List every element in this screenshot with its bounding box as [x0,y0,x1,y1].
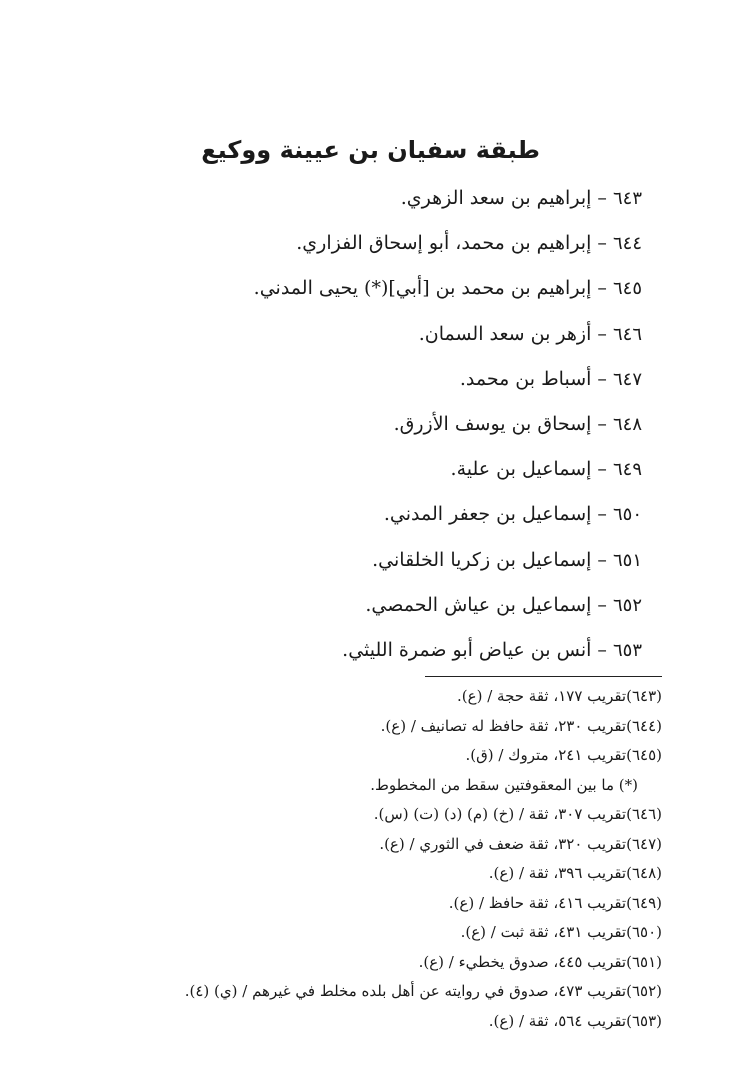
list-item [102,312,642,357]
entry-number: ٦٤٩ [612,459,642,481]
list-item [102,357,642,402]
entry-number: ٦٤٨ [612,413,642,435]
entry-number: ٦٥٠ [612,504,642,526]
entry-number: ٦٤٣ [612,188,642,209]
page-title: طبقة سفيان بن عيينة ووكيع [201,136,540,164]
entry-separator: – [591,322,613,345]
entry-name: إبراهيم بن سعد الزهري. [400,187,592,209]
entry-number: ٦٤٦ [612,323,642,345]
entry-number: ٦٥١ [612,549,642,571]
footnote: (٦٤٧)تقريب ٣٢٠، ثقة ضعف في الثوري / (ع). [379,834,662,853]
list-item [102,221,642,266]
entry-name: أسباط بن محمد. [459,367,592,390]
list-item [102,492,642,537]
footnote: (٦٤٣)تقريب ١٧٧، ثقة حجة / (ع). [457,687,662,705]
entry-number: ٦٥٢ [612,594,642,616]
entry-name: إبراهيم بن محمد بن [أبي](*) يحيى المدني. [253,277,592,300]
list-item [102,628,642,673]
footnote: (٦٥١)تقريب ٤٤٥، صدوق يخطيء / (ع). [418,952,662,971]
footnote: (٦٤٦)تقريب ٣٠٧، ثقة / (خ) (م) (د) (ت) (س). [373,805,662,823]
entry-number: ٦٤٥ [612,278,642,300]
footnote: (٦٥٢)تقريب ٤٧٣، صدوق في روايته عن أهل بلده مخلط في غيرهم / (ي) (٤). [184,982,662,1000]
entry-separator: – [591,232,613,255]
footnote-list [62,682,662,1036]
footnote: (*) ما بين المعقوفتين سقط من المخطوط. [370,775,638,794]
list-item [102,583,642,628]
footnote: (٦٤٤)تقريب ٢٣٠، ثقة حافظ له تصانيف / (ع). [380,716,662,735]
footnote: (٦٥٣)تقريب ٥٦٤، ثقة / (ع). [488,1011,662,1030]
narrator-list [102,176,642,673]
list-item [102,402,642,447]
entry-name: أزهر بن سعد السمان. [418,322,592,345]
entry-separator: – [591,503,613,526]
entry-name: إبراهيم بن محمد، أبو إسحاق الفزاري. [296,232,592,255]
entry-name: إسماعيل بن علية. [450,458,592,481]
entry-name: إسماعيل بن زكريا الخلقاني. [372,548,592,571]
list-item [102,266,642,311]
entry-separator: – [591,367,613,390]
entry-separator: – [591,548,613,571]
entry-separator: – [591,638,613,661]
entry-name: إسماعيل بن عياش الحمصي. [365,593,592,616]
entry-number: ٦٤٧ [612,368,642,390]
list-item [102,176,642,221]
entry-separator: – [591,458,613,481]
list-item [102,447,642,492]
entry-number: ٦٤٤ [612,233,642,255]
footnote-divider [425,676,662,677]
entry-separator: – [591,593,613,616]
entry-name: إسماعيل بن جعفر المدني. [383,503,592,526]
entry-number: ٦٥٣ [612,639,642,661]
footnote: (٦٤٥)تقريب ٢٤١، متروك / (ق). [465,746,662,764]
entry-separator: – [591,187,613,209]
footnote: (٦٥٠)تقريب ٤٣١، ثقة ثبت / (ع). [460,923,662,941]
entry-name: إسحاق بن يوسف الأزرق. [393,412,592,435]
footnote: (٦٤٨)تقريب ٣٩٦، ثقة / (ع). [488,864,662,882]
entry-separator: – [591,277,613,300]
list-item [102,538,642,583]
entry-separator: – [591,412,613,435]
footnote: (٦٤٩)تقريب ٤١٦، ثقة حافظ / (ع). [448,893,662,912]
entry-name: أنس بن عياض أبو ضمرة الليثي. [342,638,592,661]
